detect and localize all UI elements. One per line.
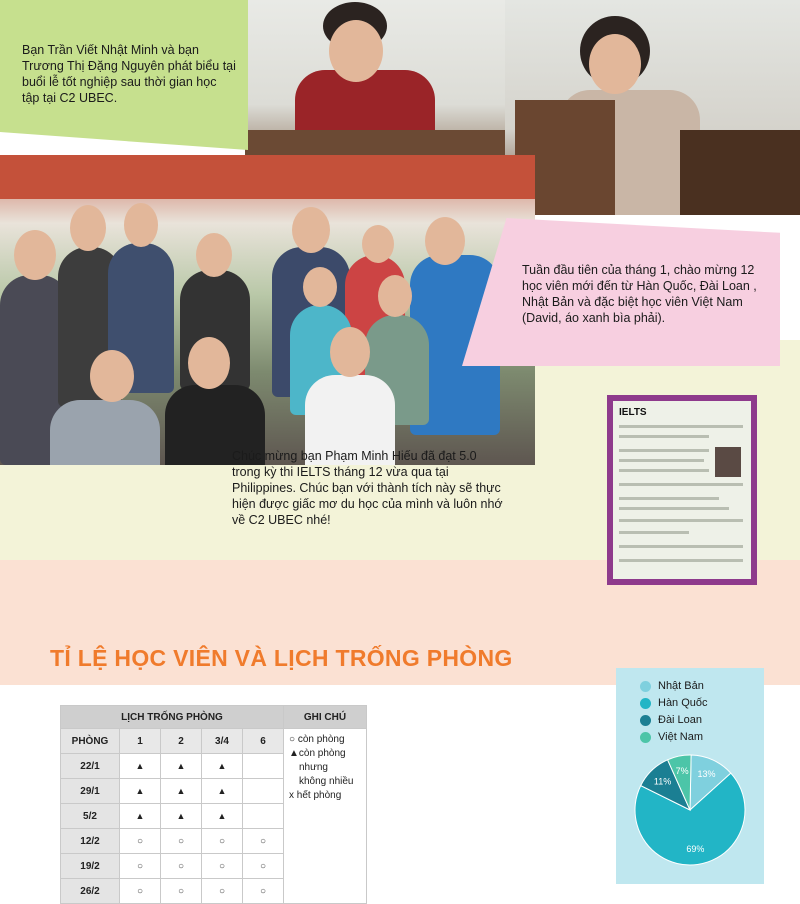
person-body [50,400,160,465]
person-face [292,207,330,253]
certificate-line [619,519,743,522]
pie-slice-label: 7% [675,766,689,777]
date-cell: 22/1 [61,754,120,779]
schedule-header: LỊCH TRỐNG PHÒNG [61,706,284,729]
wooden-railing [680,130,800,215]
ielts-certificate [613,401,751,579]
note-line: ○ còn phòng [289,734,345,745]
certificate-line [619,545,743,548]
room-type-header: 2 [161,729,202,754]
availability-cell [243,779,284,804]
legend-label: Đài Loan [658,714,703,726]
certificate-line [619,425,743,428]
certificate-line [619,559,743,562]
availability-cell [243,754,284,779]
person-face [303,267,337,307]
availability-cell: ○ [161,854,202,879]
person-face [425,217,465,265]
certificate-line [619,469,709,472]
new-students-caption: Tuần đầu tiên của tháng 1, chào mừng 12 học viên mới đến từ Hàn Quốc, Đài Loan , Nhật Bản và đặc biệt học viên Việt Nam (David, áo xanh bìa phải). [522,263,757,325]
availability-cell: ○ [120,829,161,854]
availability-cell: ○ [202,829,243,854]
availability-cell: ▲ [202,804,243,829]
certificate-line [619,507,729,510]
ielts-caption: Chúc mừng bạn Phạm Minh Hiếu đã đạt 5.0 trong kỳ thi IELTS tháng 12 vừa qua tại Philippines. Chúc bạn với thành tích này sẽ thực hiện được giấc mơ du học của mình và luôn nhớ về C2 UBEC nhé! [232,449,503,527]
certificate-line [619,497,719,500]
availability-cell: ○ [120,854,161,879]
photo-female-speaker [505,0,800,215]
availability-cell: ○ [161,829,202,854]
notes-header: GHI CHÚ [284,706,367,729]
date-cell: 12/2 [61,829,120,854]
section-title: TỈ LỆ HỌC VIÊN VÀ LỊCH TRỐNG PHÒNG [50,645,513,671]
availability-cell: ○ [243,854,284,879]
student-ratio-chart [616,668,764,884]
pie-slice-label: 69% [686,844,705,855]
availability-cell: ▲ [161,754,202,779]
availability-cell: ○ [243,829,284,854]
legend-label: Nhật Bản [658,680,704,692]
availability-cell: ○ [243,879,284,904]
speaker-face [589,34,641,94]
certificate-line [619,435,709,438]
availability-cell: ○ [202,879,243,904]
availability-cell: ○ [161,879,202,904]
certificate-line [619,459,704,462]
availability-cell: ○ [120,879,161,904]
date-cell: 5/2 [61,804,120,829]
person-face [14,230,56,280]
person-face [362,225,394,263]
legend-notes [284,729,366,803]
availability-cell: ▲ [120,804,161,829]
person-face [124,203,158,247]
availability-cell: ▲ [202,754,243,779]
speaker-face [329,20,383,82]
room-type-header: 1 [120,729,161,754]
person-face [90,350,134,402]
date-cell: 26/2 [61,879,120,904]
person-face [196,233,232,277]
note-line: x hết phòng [289,790,342,801]
room-type-header: 6 [243,729,284,754]
legend-label: Việt Nam [658,731,704,743]
roof-eaves [0,155,535,199]
certificate-line [619,531,689,534]
certificate-line [619,483,743,486]
note-line: nhưng [299,762,328,773]
person-face [188,337,230,389]
legend-label: Hàn Quốc [658,697,708,709]
availability-cell: ▲ [202,779,243,804]
pie-slice-label: 11% [653,776,672,787]
availability-cell: ○ [202,854,243,879]
date-cell: 19/2 [61,854,120,879]
notes-cell [284,729,367,904]
certificate-line [619,449,709,452]
date-cell: 29/1 [61,779,120,804]
person-face [330,327,370,377]
room-label: PHÒNG [61,729,120,754]
pie-slice-label: 13% [697,768,716,779]
availability-cell: ▲ [161,804,202,829]
person-face [70,205,106,251]
note-line: không nhiều [299,776,354,787]
note-line: ▲còn phòng [289,748,346,759]
availability-cell: ▲ [161,779,202,804]
photo-new-students-group [0,155,535,465]
availability-cell: ▲ [120,779,161,804]
ielts-logo: IELTS [619,407,647,418]
availability-cell [243,804,284,829]
pie-chart [616,668,764,884]
person-face [378,275,412,317]
room-type-header: 3/4 [202,729,243,754]
certificate-photo [715,447,741,477]
availability-cell: ▲ [120,754,161,779]
room-schedule-table [60,705,367,904]
speech-caption: Bạn Trần Viết Nhật Minh và bạn Trương Thị Đặng Nguyên phát biểu tại buổi lễ tốt nghiệp sau thời gian học tập tại C2 UBEC. [22,43,236,105]
